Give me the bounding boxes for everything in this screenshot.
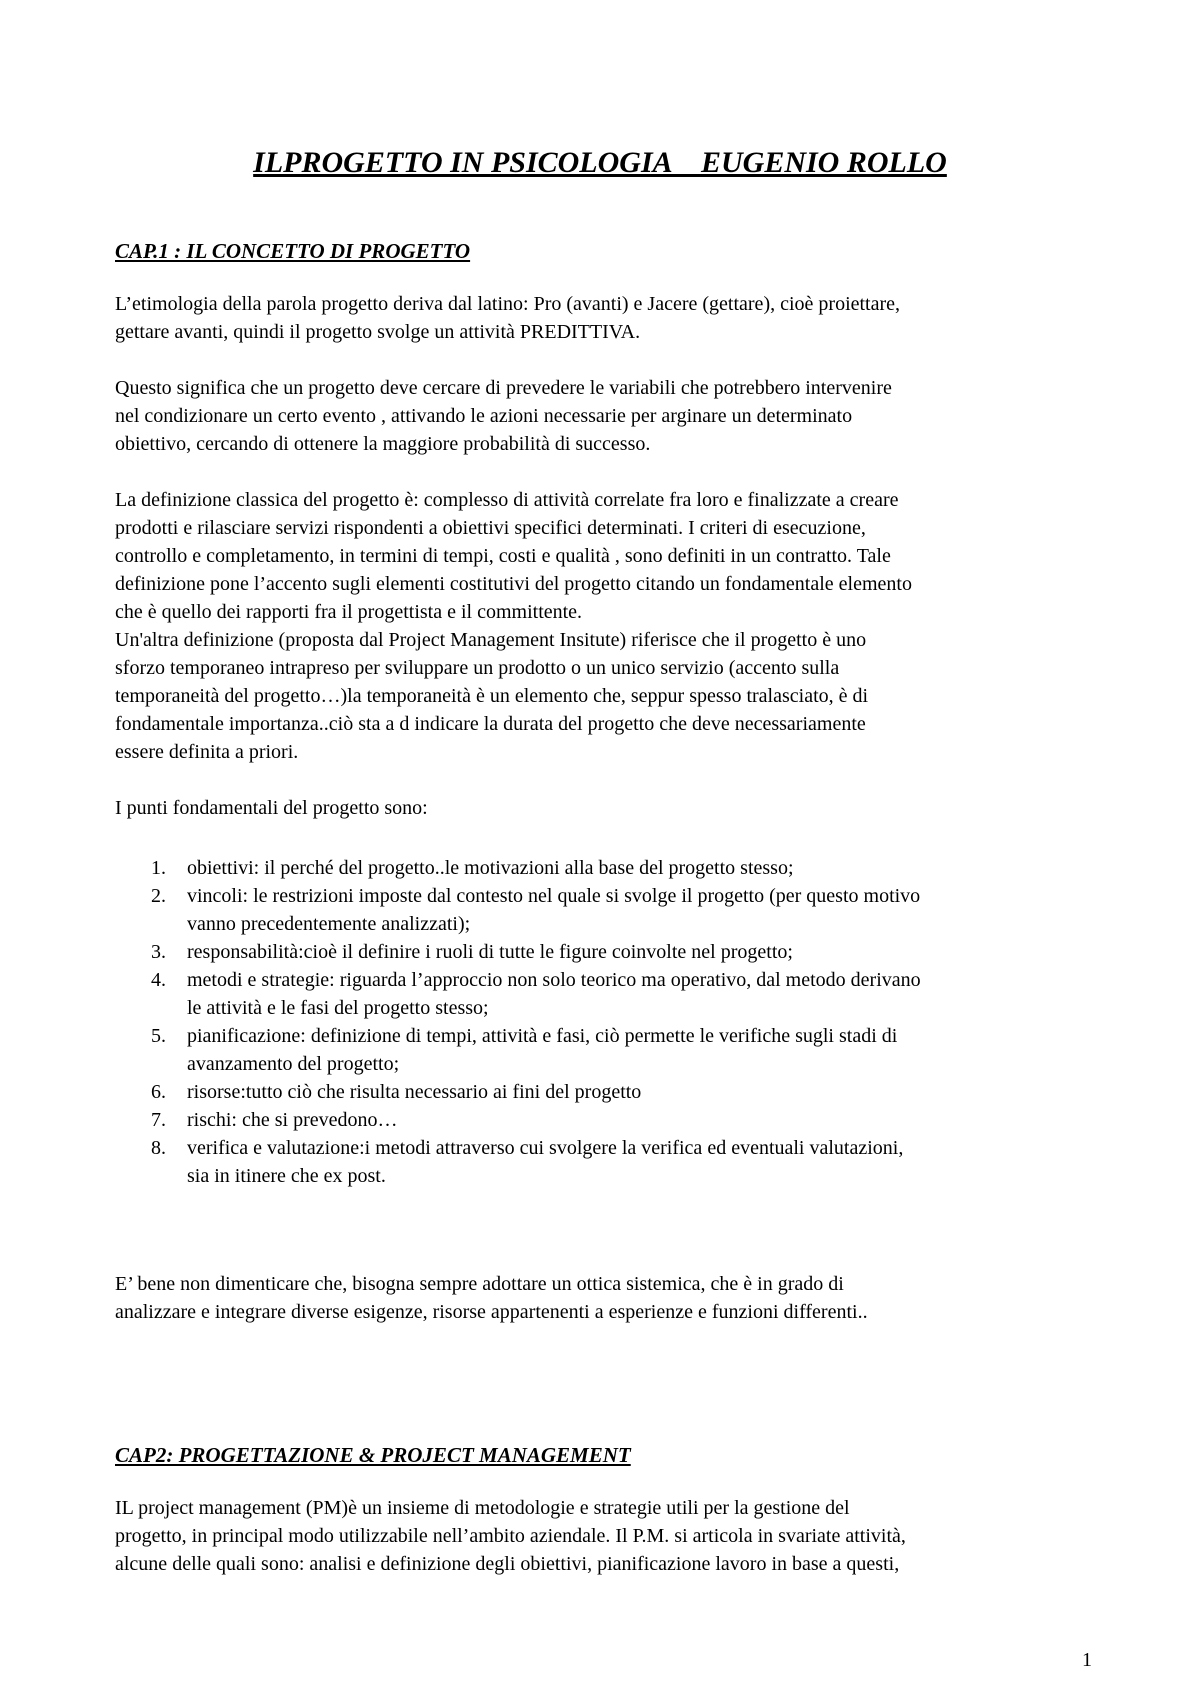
list-item [115,1078,1095,1106]
text-line: definizione pone l’accento sugli elementi costitutivi del progetto citando un fondamentale elemento [115,573,912,595]
text-line: che è quello dei rapporti fra il progettista e il committente. [115,601,583,623]
list-item-text: metodi e strategie: riguarda l’approccio non solo teorico ma operativo, dal metodo derivano [187,969,921,991]
list-item [115,854,1095,882]
list-item-number: 2. [151,885,166,907]
paragraph-definitions [115,486,1095,766]
list-item-text: vanno precedentemente analizzati); [187,913,471,935]
text-line: progetto, in principal modo utilizzabile nell’ambito aziendale. Il P.M. si articola in svariate attività, [115,1525,906,1547]
list-item-text: rischi: che si prevedono… [187,1109,398,1131]
list-item [115,1022,1095,1078]
text-line: I punti fondamentali del progetto sono: [115,797,428,819]
text-line: essere definita a priori. [115,741,299,763]
list-item-number: 6. [151,1081,166,1103]
text-line: nel condizionare un certo evento , attivando le azioni necessarie per arginare un determinato [115,405,853,427]
list-item-text: vincoli: le restrizioni imposte dal contesto nel quale si svolge il progetto (per questo motivo [187,885,921,907]
text-line: obiettivo, cercando di ottenere la maggiore probabilità di successo. [115,433,651,455]
list-item-number: 1. [151,857,166,879]
chapter-1-heading: CAP.1 : IL CONCETTO DI PROGETTO [115,239,471,263]
text-line: controllo e completamento, in termini di tempi, costi e qualità , sono definiti in un contratto. Tale [115,545,891,567]
text-line: prodotti e rilasciare servizi rispondenti a obiettivi specifici determinati. I criteri di esecuzione, [115,517,866,539]
text-line: alcune delle quali sono: analisi e definizione degli obiettivi, pianificazione lavoro in base a questi, [115,1553,900,1575]
text-line: La definizione classica del progetto è: complesso di attività correlate fra loro e finalizzate a creare [115,489,899,511]
text-line: gettare avanti, quindi il progetto svolge un attività PREDITTIVA. [115,321,641,343]
list-item-text: responsabilità:cioè il definire i ruoli di tutte le figure coinvolte nel progetto; [187,941,793,963]
page-number: 1 [1082,1649,1092,1671]
paragraph-project-management [115,1494,1095,1578]
text-line: fondamentale importanza..ciò sta a d indicare la durata del progetto che deve necessariamente [115,713,866,735]
list-item-number: 7. [151,1109,166,1131]
list-item-text: obiettivi: il perché del progetto..le motivazioni alla base del progetto stesso; [187,857,794,879]
list-item [115,966,1095,1022]
paragraph-etymology [115,290,1095,346]
text-line: Un'altra definizione (proposta dal Project Management Insitute) riferisce che il progetto è uno [115,629,867,651]
list-item-number: 8. [151,1137,166,1159]
text-line: L’etimologia della parola progetto deriva dal latino: Pro (avanti) e Jacere (gettare), cioè proiettare, [115,293,901,315]
document-title: ILPROGETTO IN PSICOLOGIA EUGENIO ROLLO [253,146,947,179]
text-line: E’ bene non dimenticare che, bisogna sempre adottare un ottica sistemica, che è in grado di [115,1273,844,1295]
list-item-text: risorse:tutto ciò che risulta necessario ai fini del progetto [187,1081,642,1103]
list-item-number: 3. [151,941,166,963]
chapter-2-heading: CAP2: PROGETTAZIONE & PROJECT MANAGEMENT [115,1443,631,1467]
text-line: IL project management (PM)è un insieme di metodologie e strategie utili per la gestione del [115,1497,850,1519]
list-item-number: 4. [151,969,166,991]
paragraph-key-points-intro [115,794,1095,822]
text-line: sforzo temporaneo intrapreso per sviluppare un prodotto o un unico servizio (accento sulla [115,657,840,679]
list-item-text: pianificazione: definizione di tempi, attività e fasi, ciò permette le verifiche sugli stadi di [187,1025,898,1047]
list-item [115,1106,1095,1134]
list-item [115,1134,1095,1190]
list-item-text: sia in itinere che ex post. [187,1165,386,1187]
text-line: temporaneità del progetto…)la temporaneità è un elemento che, seppur spesso tralasciato, è di [115,685,869,707]
list-item-text: verifica e valutazione:i metodi attraverso cui svolgere la verifica ed eventuali valutazioni, [187,1137,904,1159]
key-points-list [115,854,1095,1190]
text-line: analizzare e integrare diverse esigenze, risorse appartenenti a esperienze e funzioni differenti.. [115,1301,868,1323]
list-item-number: 5. [151,1025,166,1047]
text-line: Questo significa che un progetto deve cercare di prevedere le variabili che potrebbero intervenire [115,377,892,399]
list-item-text: avanzamento del progetto; [187,1053,400,1075]
paragraph-meaning [115,374,1095,458]
list-item-text: le attività e le fasi del progetto stesso; [187,997,489,1019]
list-item [115,882,1095,938]
list-item [115,938,1095,966]
paragraph-closing [115,1270,1095,1326]
